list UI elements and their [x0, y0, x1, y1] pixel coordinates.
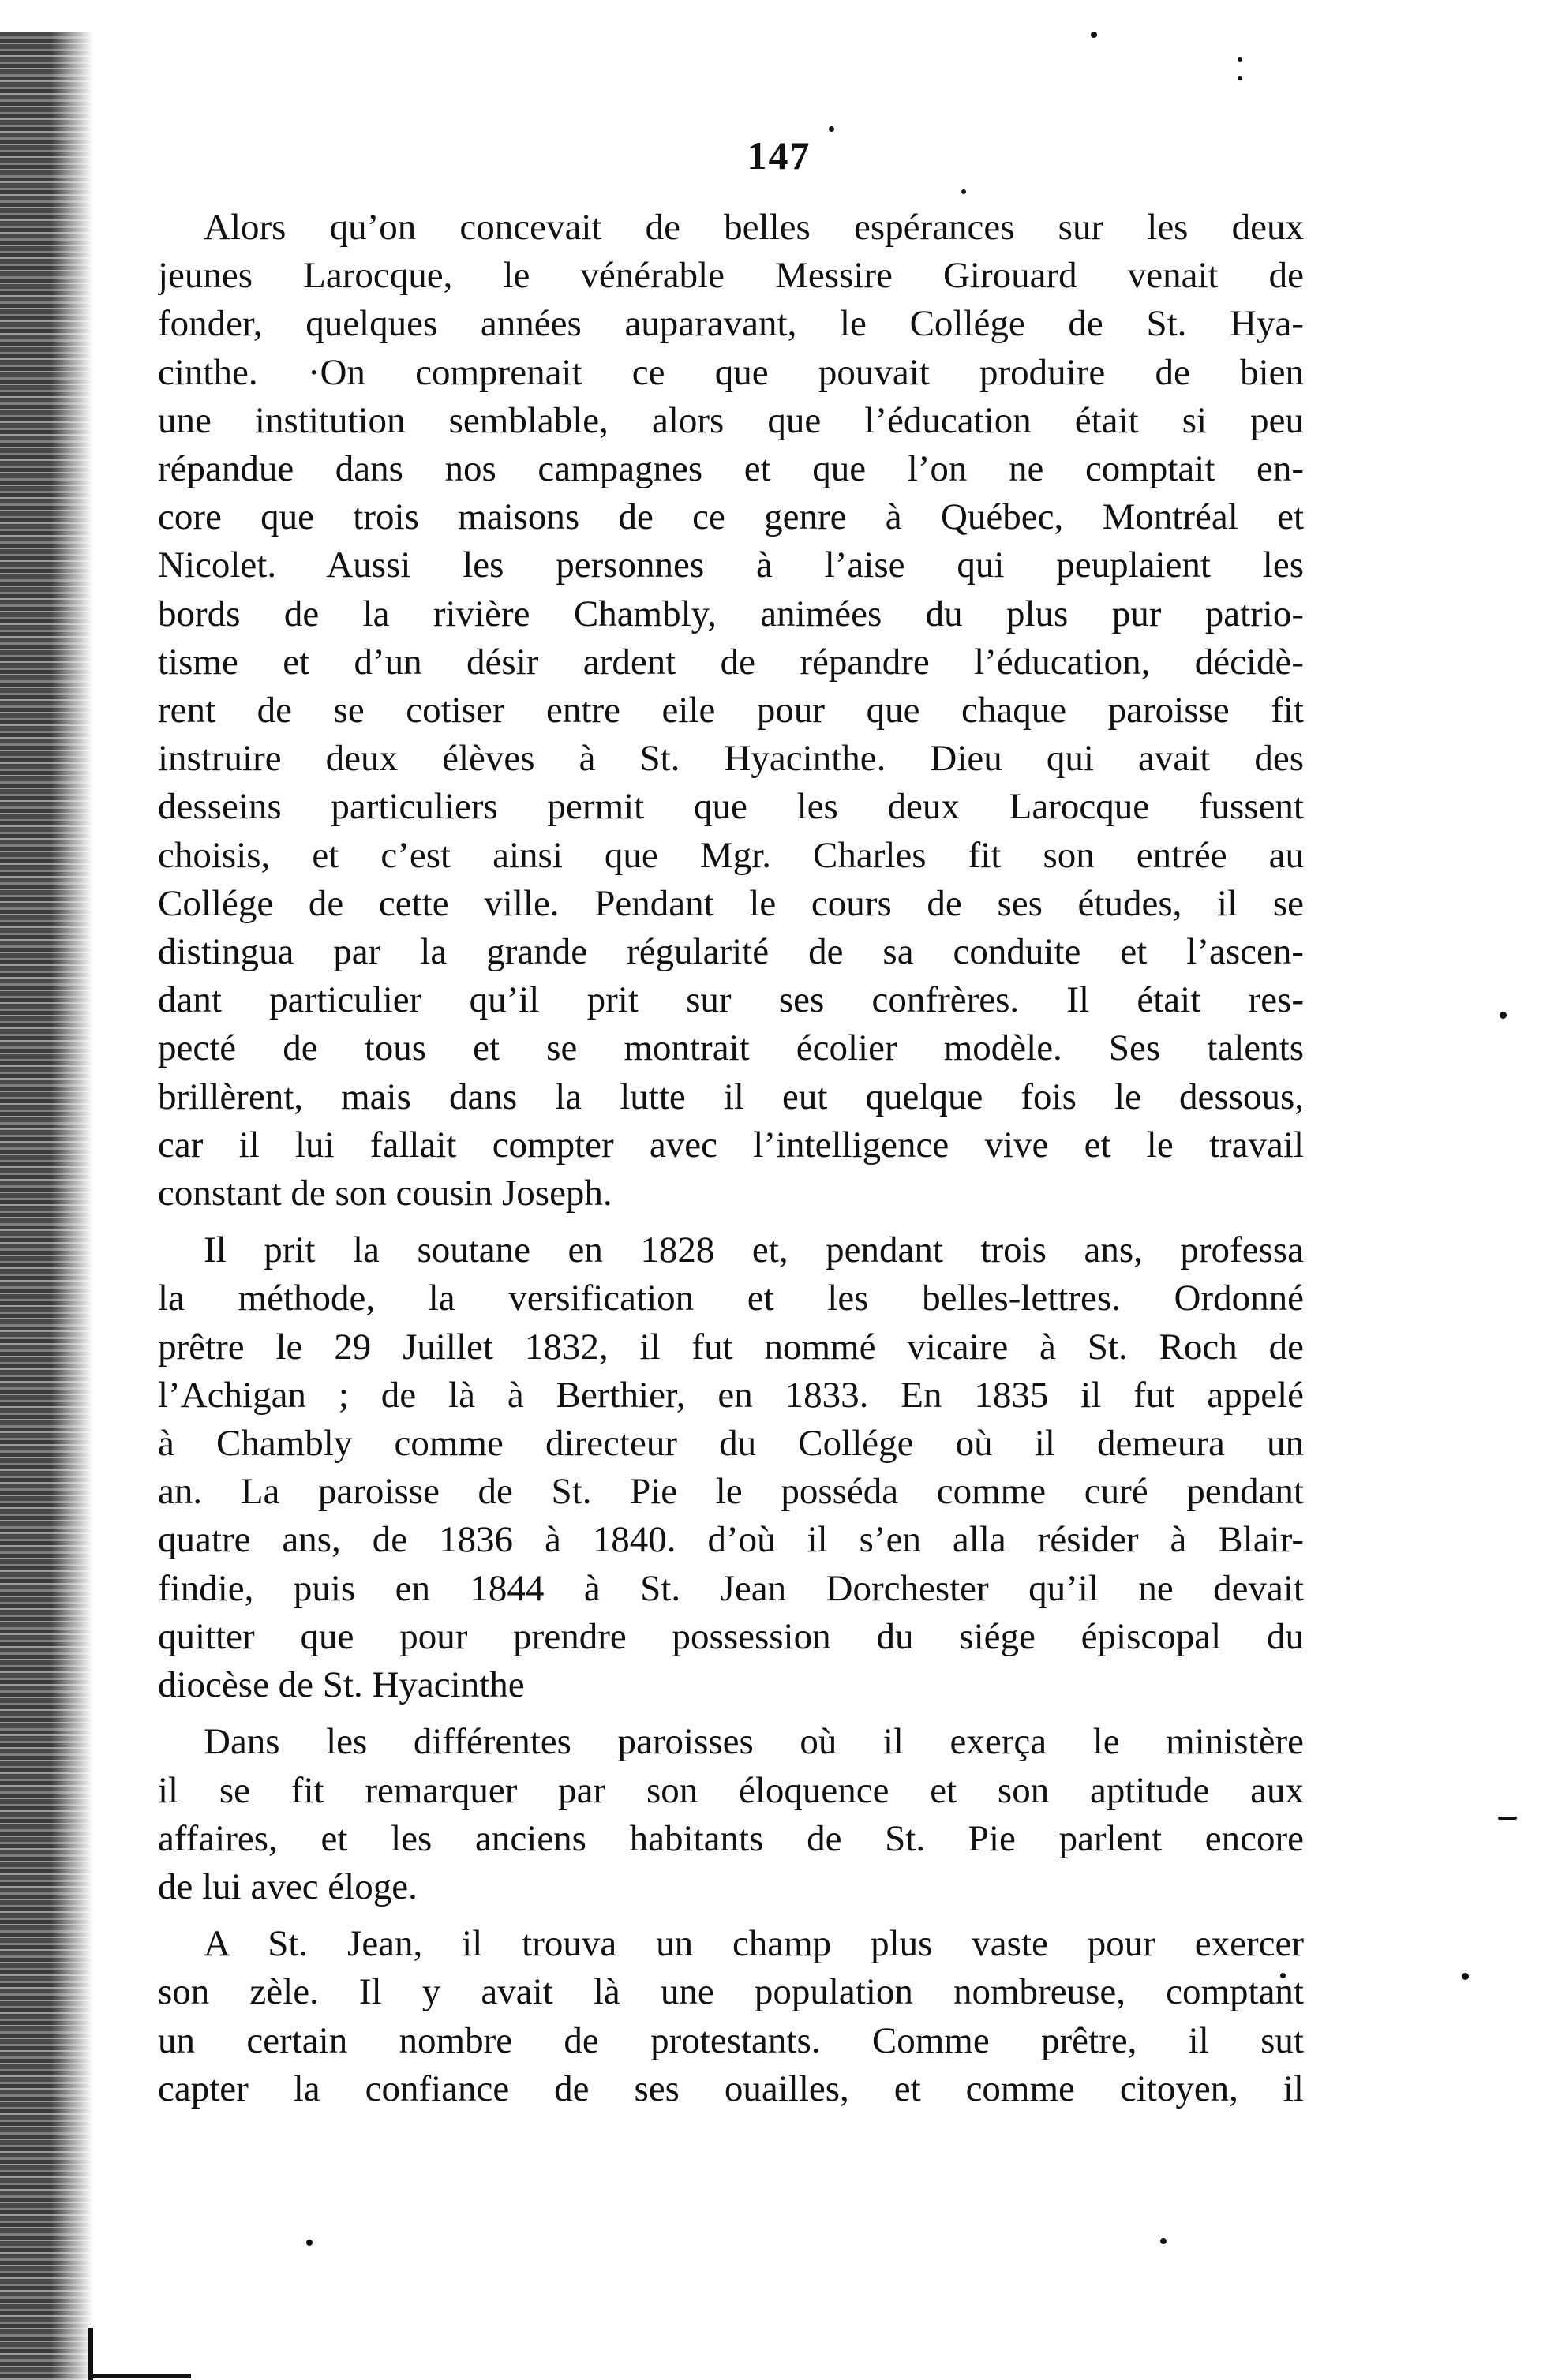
text-line: capter la confiance de ses ouailles, et comme citoyen, il [158, 2068, 1304, 2109]
scan-speck [829, 126, 834, 132]
text-line: son zèle. Il y avait là une population nombreuse, comptant [158, 1971, 1304, 2013]
text-line: Nicolet. Aussi les personnes à l’aise qui peuplaient les [158, 544, 1304, 586]
text-line: affaires, et les anciens habitants de St. Pie parlent encore [158, 1817, 1304, 1859]
scan-speck [1091, 32, 1097, 38]
text-line: dant particulier qu’il prit sur ses confrères. Il était res- [158, 979, 1304, 1021]
text-line: quatre ans, de 1836 à 1840. d’où il s’en alla résider à Blair- [158, 1519, 1304, 1561]
paragraph-1 [158, 204, 1304, 1218]
text-line: instruire deux élèves à St. Hyacinthe. Dieu qui avait des [158, 738, 1304, 780]
scan-speck [961, 189, 966, 194]
text-line: tisme et d’un désir ardent de répandre l’éducation, décidè- [158, 641, 1304, 683]
text-line: quitter que pour prendre possession du siége épiscopal du [158, 1615, 1304, 1657]
scan-bottom-rule [88, 2374, 191, 2378]
scan-speck [1238, 76, 1242, 80]
text-line: diocèse de St. Hyacinthe [158, 1664, 525, 1706]
text-line: rent de se cotiser entre eile pour que chaque paroisse fit [158, 690, 1304, 732]
text-line: findie, puis en 1844 à St. Jean Dorchester qu’il ne devait [158, 1567, 1304, 1609]
text-line: pecté de tous et se montrait écolier modèle. Ses talents [158, 1027, 1304, 1069]
text-line: distingua par la grande régularité de sa conduite et l’ascen- [158, 931, 1304, 973]
scan-speck [1500, 1012, 1507, 1019]
text-line: constant de son cousin Joseph. [158, 1173, 612, 1214]
text-line: an. La paroisse de St. Pie le posséda comme curé pendant [158, 1471, 1304, 1513]
paragraph-2 [158, 1226, 1304, 1709]
body-text [158, 204, 1304, 2122]
paragraph-4 [158, 1920, 1304, 2113]
scan-speck [306, 2240, 313, 2246]
text-line: Dans les différentes paroisses où il exerça le ministère [204, 1721, 1304, 1763]
text-line: à Chambly comme directeur du Collége où il demeura un [158, 1423, 1304, 1465]
text-line: choisis, et c’est ainsi que Mgr. Charles fit son entrée au [158, 834, 1304, 876]
text-line: la méthode, la versification et les belles-lettres. Ordonné [158, 1278, 1304, 1319]
text-line: répandue dans nos campagnes et que l’on ne comptait en- [158, 448, 1304, 490]
text-line: fonder, quelques années auparavant, le Collége de St. Hya- [158, 303, 1304, 345]
text-line: cinthe. ·On comprenait ce que pouvait produire de bien [158, 351, 1304, 393]
text-line: core que trois maisons de ce genre à Québec, Montréal et [158, 496, 1304, 538]
scan-speck [1160, 2238, 1167, 2244]
scan-speck [1498, 1817, 1517, 1820]
text-line: brillèrent, mais dans la lutte il eut quelque fois le dessous, [158, 1076, 1304, 1117]
text-line: jeunes Larocque, le vénérable Messire Girouard venait de [158, 255, 1304, 297]
text-line: Il prit la soutane en 1828 et, pendant trois ans, professa [204, 1229, 1304, 1271]
scan-speck [1462, 1973, 1469, 1980]
scan-binding-line [88, 2328, 93, 2380]
text-line: un certain nombre de protestants. Comme prêtre, il sut [158, 2019, 1304, 2061]
paragraph-3 [158, 1718, 1304, 1911]
text-line: car il lui fallait compter avec l’intelligence vive et le travail [158, 1124, 1304, 1166]
text-line: A St. Jean, il trouva un champ plus vaste pour exercer [204, 1923, 1304, 1965]
text-line: Collége de cette ville. Pendant le cours de ses études, il se [158, 882, 1304, 924]
text-line: une institution semblable, alors que l’éducation était si peu [158, 399, 1304, 441]
text-line: desseins particuliers permit que les deux Larocque fussent [158, 786, 1304, 828]
page-number: 147 [747, 133, 811, 178]
text-line: Alors qu’on concevait de belles espérances sur les deux [204, 207, 1304, 248]
text-line: il se fit remarquer par son éloquence et son aptitude aux [158, 1769, 1304, 1811]
text-line: bords de la rivière Chambly, animées du plus pur patrio- [158, 593, 1304, 634]
scan-binding-edge [0, 32, 93, 2380]
text-line: de lui avec éloge. [158, 1865, 418, 1907]
scan-speck [1238, 57, 1242, 62]
text-line: l’Achigan ; de là à Berthier, en 1833. En 1835 il fut appelé [158, 1374, 1304, 1416]
text-line: prêtre le 29 Juillet 1832, il fut nommé vicaire à St. Roch de [158, 1326, 1304, 1368]
